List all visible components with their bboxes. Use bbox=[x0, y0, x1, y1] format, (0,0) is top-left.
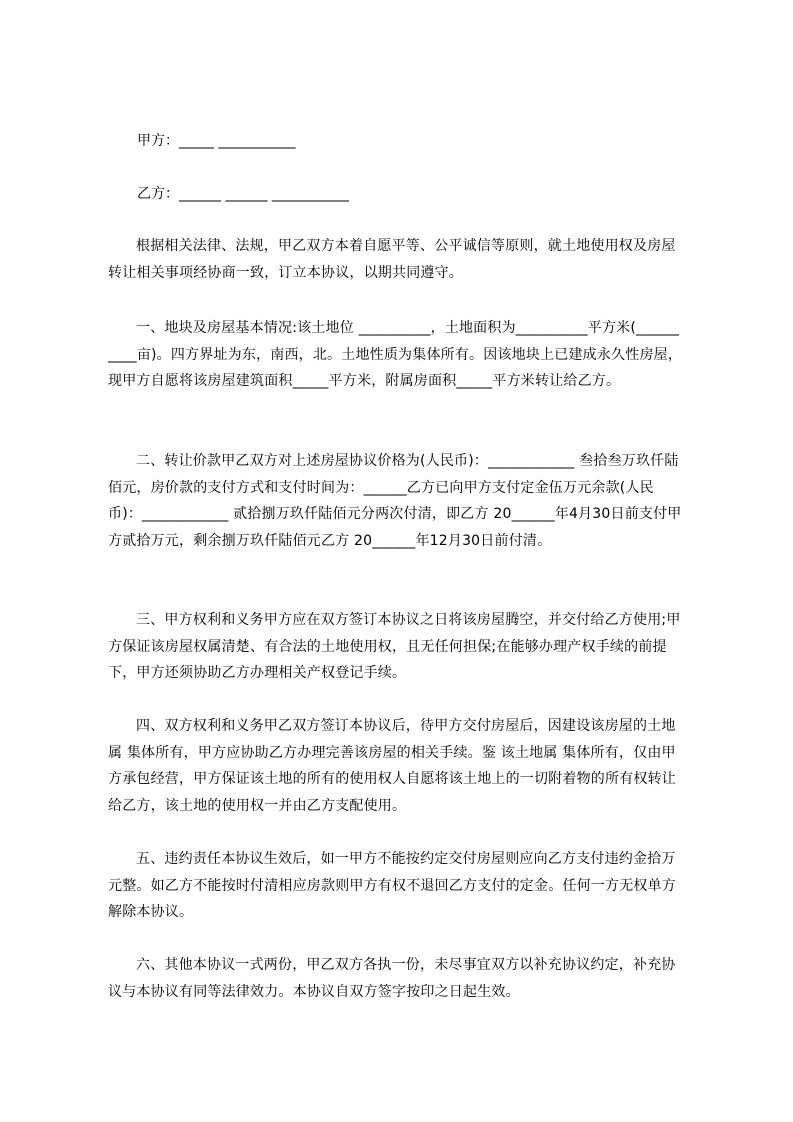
clause-4-mutual-rights: 四、双方权利和义务甲乙双方签订本协议后，待甲方交付房屋后，因建设该房屋的土地属 集体所有，甲方应协助乙方办理完善该房屋的相关手续。鉴 该土地属 集体所有，仅由甲方承包经营，甲方保证该土地的所有的使用权人自愿将该土地上的一切附着物的所有权转让给乙方，该土地的使用权一并由乙方支配使用。 bbox=[108, 718, 676, 814]
intro-paragraph: 根据相关法律、法规，甲乙双方本着自愿平等、公平诚信等原则，就土地使用权及房屋转让相关事项经协商一致，订立本协议，以期共同遵守。 bbox=[108, 238, 676, 281]
clause-6-other-terms: 六、其他本协议一式两份，甲乙双方各执一份，未尽事宜双方以补充协议约定，补充协议与本协议有同等法律效力。本协议自双方签字按印之日起生效。 bbox=[108, 957, 676, 1000]
party-b-line: 乙方：______ ______ ___________ bbox=[137, 186, 349, 202]
clause-2-transfer-price: 二、转让价款甲乙双方对上述房屋协议价格为(人民币)：____________ 叁拾叁万玖仟陆佰元，房价款的支付方式和支付时间为：______乙方已向甲方支付定金伍万元余款(人民币)：____________ 贰拾捌万玖仟陆佰元分两次付清，即乙方 20______年4月30日前支付甲方贰拾万元，剩余捌万玖仟陆佰元乙方 20______年12月30日前付清。 bbox=[108, 453, 682, 549]
clause-5-breach-liability: 五、违约责任本协议生效后，如一甲方不能按约定交付房屋则应向乙方支付违约金拾万元整。如乙方不能按时付清相应房款则甲方有权不退回乙方支付的定金。任何一方无权单方解除本协议。 bbox=[108, 851, 676, 920]
clause-3-party-a-rights: 三、甲方权利和义务甲方应在双方签订本协议之日将该房屋腾空，并交付给乙方使用;甲方保证该房屋权属清楚、有合法的土地使用权，且无任何担保;在能够办理产权手续的前提下，甲方还须协助乙方办理相关产权登记手续。 bbox=[108, 612, 681, 681]
clause-1-property-info: 一、地块及房屋基本情况:该土地位 __________，土地面积为__________平方米(__________亩)。四方界址为东，南西，北。土地性质为集体所有。因该地块上已建成永久性房屋，现甲方自愿将该房屋建筑面积_____平方米，附属房面积_____平方米转让给乙方。 bbox=[108, 320, 683, 389]
party-a-line: 甲方：_____ ___________ bbox=[137, 133, 296, 149]
